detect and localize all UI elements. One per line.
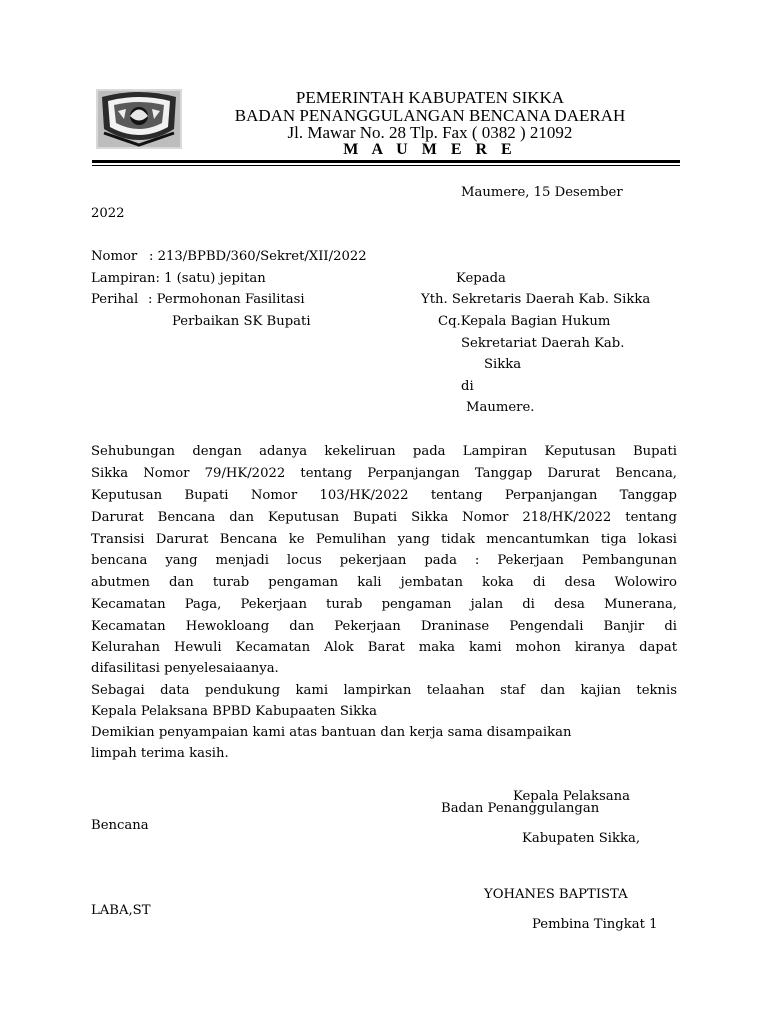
body-line: Transisi Darurat Bencana ke Pemulihan yang tidak mencantumkan tiga lokasi [91,532,677,547]
letterhead-rule-thin [92,165,680,166]
body-line: Keputusan Bupati Nomor 103/HK/2022 tentang Perpanjangan Tanggap [91,488,677,503]
letterhead-line1: PEMERINTAH KABUPATEN SIKKA [295,88,565,107]
letterhead-city: M A U M E R E [343,141,517,158]
nomor-value: : 213/BPBD/360/Sekret/XII/2022 [149,249,367,264]
letterhead-line3: Jl. Mawar No. 28 Tlp. Fax ( 0382 ) 21092 [287,123,573,142]
body-line: Sebagai data pendukung kami lampirkan telaahan staf dan kajian teknis [91,683,677,698]
letterhead-rule-thick [92,160,680,163]
letterhead-line2: BADAN PENANGGULANGAN BENCANA DAERAH [234,106,626,125]
recipient-line1: Yth. Sekretaris Daerah Kab. Sikka [421,292,651,307]
nomor-label: Nomor [91,249,138,264]
recipient-kepada: Kepada [456,271,506,286]
signatory-name-2: LABA,ST [91,903,151,918]
recipient-line3: Sekretariat Daerah Kab. [461,336,625,351]
recipient-line2: Cq.Kepala Bagian Hukum [438,314,611,329]
signatory-name-1: YOHANES BAPTISTA [484,887,628,902]
body-line: Kelurahan Hewuli Kecamatan Alok Barat maka kami mohon kiranya dapat [91,640,677,655]
signatory-rank: Pembina Tingkat 1 [532,917,658,932]
signature-title-1: Kepala Pelaksana [513,789,631,804]
letter-date: Maumere, 15 Desember [461,185,623,200]
perihal-value: : Permohonan Fasilitasi [148,292,305,307]
body-line: Kecamatan Paga, Pekerjaan turab pengaman jalan di desa Munerana, [91,597,677,612]
body-line: Kepala Pelaksana BPBD Kabupaaten Sikka [91,704,377,719]
body-line: Sikka Nomor 79/HK/2022 tentang Perpanjangan Tanggap Darurat Bencana, [91,466,677,481]
lampiran: Lampiran: 1 (satu) jepitan [91,271,266,286]
signature-title-4: Kabupaten Sikka, [522,831,641,846]
recipient-line5: di [461,379,474,394]
signature-title-3: Bencana [91,818,149,833]
perihal-label: Perihal [91,292,139,307]
perihal-value-cont: Perbaikan SK Bupati [172,314,311,329]
body-line: Kecamatan Hewokloang dan Pekerjaan Draninase Pengendali Banjir di [91,619,677,634]
body-line: Darurat Bencana dan Keputusan Bupati Sikka Nomor 218/HK/2022 tentang [91,510,677,525]
body-line: difasilitasi penyelesaiaanya. [91,661,279,676]
body-line: limpah terima kasih. [91,746,229,761]
letter-date-year: 2022 [91,206,125,221]
body-line: abutmen dan turab pengaman kali jembatan koka di desa Wolowiro [91,575,677,590]
recipient-line4: Sikka [484,357,522,372]
body-line: Sehubungan dengan adanya kekeliruan pada Lampiran Keputusan Bupati [91,444,677,459]
sikka-regency-emblem [96,89,182,149]
recipient-line6: Maumere. [466,400,535,415]
signature-title-2: Badan Penanggulangan [441,801,600,816]
body-line: Demikian penyampaian kami atas bantuan dan kerja sama disampaikan [91,725,572,740]
body-line: bencana yang menjadi locus pekerjaan pada : Pekerjaan Pembangunan [91,553,677,568]
